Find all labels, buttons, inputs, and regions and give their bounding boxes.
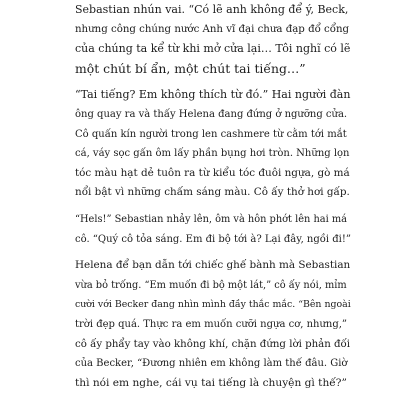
page-text [53, 0, 351, 393]
text-line: trời đẹp quá. Thực ra em muốn cưỡi ngựa cơ, nhưng,” [75, 318, 348, 330]
paragraph-1 [53, 0, 351, 78]
text-line: Cô quấn kín người trong len cashmere từ cằm tới mắt [75, 128, 347, 140]
text-line: ông quay ra và thấy Helena đang đứng ở ngưỡng cửa. [75, 108, 348, 120]
text-line: của Becker, “Đương nhiên em không làm thế đâu. Giờ [75, 358, 348, 370]
text-line: thì nói em nghe, cái vụ tai tiếng là chuyện gì thế?” [75, 376, 347, 389]
paragraph-3 [53, 210, 351, 249]
text-line: nổi bật vì những chấm sáng màu. Cô ấy thở hơi gấp. [75, 186, 350, 199]
text-line: cười với Becker đang nhìn mình đầy thắc mắc. “Bên ngoài [75, 299, 351, 311]
text-line: nhưng công chúng nước Anh vĩ đại chưa đạp đổ cổng [75, 23, 350, 35]
text-line: vừa bỏ trống. “Em muốn đi bộ một lát,” cô ấy nói, mỉm [75, 279, 347, 291]
text-line: cô ấy phẩy tay vào không khí, chặn đứng lời phản đối [75, 338, 351, 350]
text-line: của chúng ta kể từ khi mở cửa lại… Tôi nghĩ có lẽ [75, 42, 351, 56]
paragraph-4 [53, 256, 351, 393]
text-line: “Hels!” Sebastian nhảy lên, ôm và hôn phớt lên hai má [75, 213, 347, 225]
text-line: cá, váy sọc gấn ôm lấy phần bụng hơi tròn. Những lọn [75, 148, 350, 160]
text-line: Sebastian nhún vai. “Có lẽ anh không để ý, Beck, [75, 3, 349, 16]
text-line: “Tai tiếng? Em không thích từ đó.” Hai người đàn [75, 88, 351, 102]
text-line: cô. “Quý cô tỏa sáng. Em đi bộ tới à? Lại đây, ngồi đi!” [75, 233, 352, 245]
text-line: Helena để bạn dẫn tới chiếc ghế bành mà Sebastian [75, 259, 351, 272]
text-line: tóc màu hạt dẻ tuôn ra từ kiểu tóc đuôi ngựa, gò má [75, 166, 350, 179]
text-line: một chút bí ẩn, một chút tai tiếng…” [75, 60, 306, 76]
paragraph-2 [53, 85, 351, 203]
